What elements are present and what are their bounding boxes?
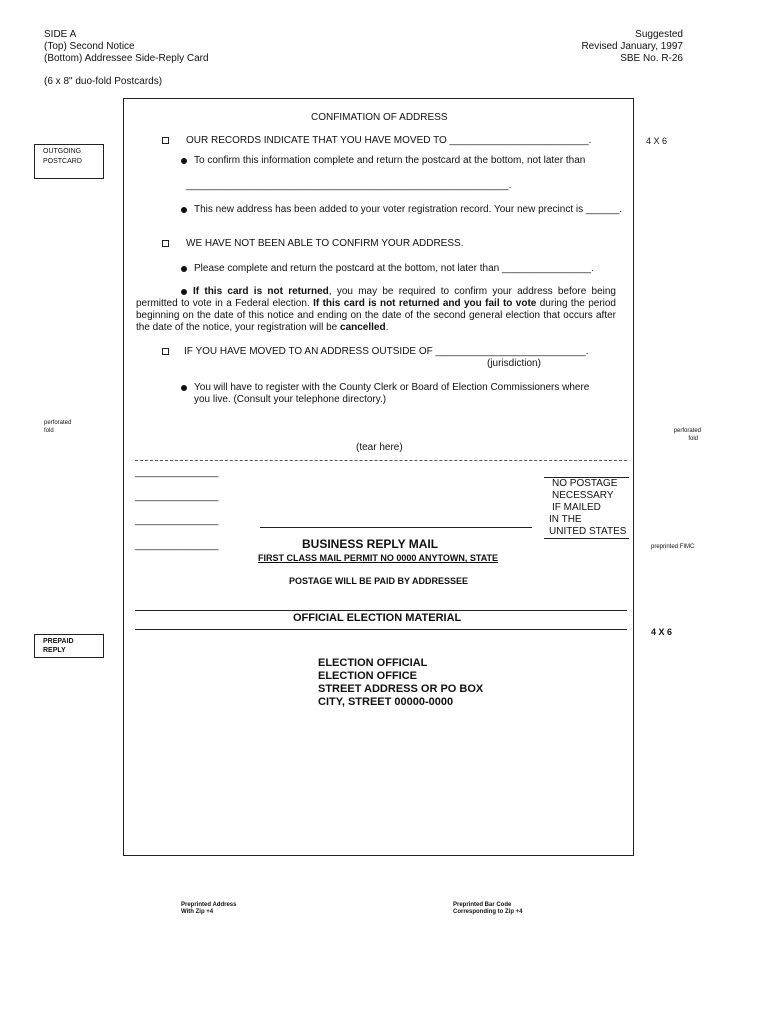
option-not-confirmed: WE HAVE NOT BEEN ABLE TO CONFIRM YOUR ADDRESS. — [186, 238, 464, 249]
official-bottom-rule — [135, 629, 627, 630]
jurisdiction-label: (jurisdiction) — [487, 358, 541, 369]
bullet-icon — [181, 266, 187, 272]
no-postage-line-1: NO POSTAGE — [552, 478, 618, 489]
confirm-date-blank: __________________________________________________________. — [186, 180, 512, 191]
official-top-rule — [135, 610, 627, 611]
card-size-bottom: 4 X 6 — [651, 627, 673, 637]
side-label: SIDE A — [44, 29, 77, 40]
bullet-icon — [181, 385, 187, 391]
business-reply-mail-title: BUSINESS REPLY MAIL — [302, 537, 439, 551]
preprinted-barcode-note: Preprinted Bar Code — [453, 902, 512, 908]
confirm-instruction: To confirm this information complete and return the postcard at the bottom, not later than — [194, 155, 586, 166]
warning-bold-fail-to-vote: If this card is not returned and you fail to vote — [313, 298, 537, 309]
postcard-size-note: (6 x 8" duo-fold Postcards) — [44, 76, 163, 87]
warning-end: . — [385, 322, 389, 333]
prepaid-reply-box — [34, 634, 104, 658]
postage-paid-by: POSTAGE WILL BE PAID BY ADDRESSEE — [289, 576, 469, 586]
warning-bold-not-returned: If this card is not returned — [193, 286, 329, 297]
warning-text-period: during the period beginning on the date of this notice and ending on the date of the second general election that occurs after the date of the notice, your registration will be — [136, 298, 616, 333]
form-number: SBE No. R-26 — [620, 53, 683, 64]
address-line-4: CITY, STREET 00000-0000 — [318, 696, 454, 708]
option-moved-outside: IF YOU HAVE MOVED TO AN ADDRESS OUTSIDE OF ___________________________. — [184, 346, 589, 357]
register-instruction-2: you live. (Consult your telephone directory.) — [194, 394, 387, 405]
checkbox-not-confirmed[interactable] — [162, 240, 169, 247]
barcode-zip4-note: Corresponding to Zip +4 — [453, 909, 523, 915]
option-moved-to: OUR RECORDS INDICATE THAT YOU HAVE MOVED TO _________________________. — [186, 135, 592, 146]
postage-bottom-rule — [544, 538, 629, 539]
fold-label-left: fold — [44, 428, 54, 434]
outgoing-label: OUTGOING — [43, 148, 82, 155]
warning-bold-cancelled: cancelled — [340, 322, 386, 333]
suggested-label: Suggested — [635, 29, 683, 40]
preprinted-address-note: Preprinted Address — [181, 902, 237, 908]
new-precinct-text: This new address has been added to your voter registration record. Your new precinct is ______. — [194, 204, 623, 215]
postcard-label: POSTCARD — [43, 158, 82, 165]
warning-text-federal: , you may be required to confirm your address before being permitted to vote in a Federal election. — [136, 286, 616, 309]
zip4-note: With Zip +4 — [181, 909, 214, 915]
fold-label-right: fold — [688, 436, 698, 442]
brm-top-rule — [260, 527, 532, 528]
outgoing-postcard-box — [34, 144, 104, 179]
no-postage-line-3: IF MAILED — [552, 502, 601, 513]
notice-type-bottom: (Bottom) Addressee Side-Reply Card — [44, 53, 209, 64]
return-instruction: Please complete and return the postcard at the bottom, not later than ________________. — [194, 263, 594, 274]
checkbox-moved-outside[interactable] — [162, 348, 169, 355]
tear-line[interactable] — [135, 460, 627, 461]
register-instruction-1: You will have to register with the County Clerk or Board of Election Commissioners where — [194, 382, 590, 393]
return-address-blank-3: _______________ — [135, 515, 219, 526]
address-line-2: ELECTION OFFICE — [318, 670, 417, 682]
notice-type-top: (Top) Second Notice — [44, 41, 135, 52]
checkbox-moved-to[interactable] — [162, 137, 169, 144]
permit-line: FIRST CLASS MAIL PERMIT NO 0000 ANYTOWN, STATE — [258, 553, 499, 563]
notice-title: CONFIMATION OF ADDRESS — [311, 112, 448, 123]
reply-label: REPLY — [43, 647, 66, 654]
card-size-top: 4 X 6 — [646, 136, 668, 146]
return-address-blank-1: _______________ — [135, 467, 219, 478]
address-line-3: STREET ADDRESS OR PO BOX — [318, 683, 484, 695]
prepaid-label: PREPAID — [43, 638, 74, 645]
official-election-material: OFFICIAL ELECTION MATERIAL — [293, 612, 462, 624]
return-address-blank-2: _______________ — [135, 491, 219, 502]
preprinted-fimc-label: preprinted FIMC — [651, 544, 695, 550]
no-postage-line-5: UNITED STATES — [549, 526, 627, 537]
bullet-icon — [181, 158, 187, 164]
perforated-label-right: perforated — [673, 428, 701, 434]
tear-here-label: (tear here) — [356, 442, 403, 453]
bullet-icon — [181, 207, 187, 213]
cancellation-warning — [136, 286, 616, 334]
no-postage-line-4: IN THE — [549, 514, 582, 525]
revised-date: Revised January, 1997 — [581, 41, 683, 52]
no-postage-line-2: NECESSARY — [552, 490, 614, 501]
perforated-label-left: perforated — [44, 420, 72, 426]
return-address-blank-4: _______________ — [135, 540, 219, 551]
address-line-1: ELECTION OFFICIAL — [318, 657, 428, 669]
